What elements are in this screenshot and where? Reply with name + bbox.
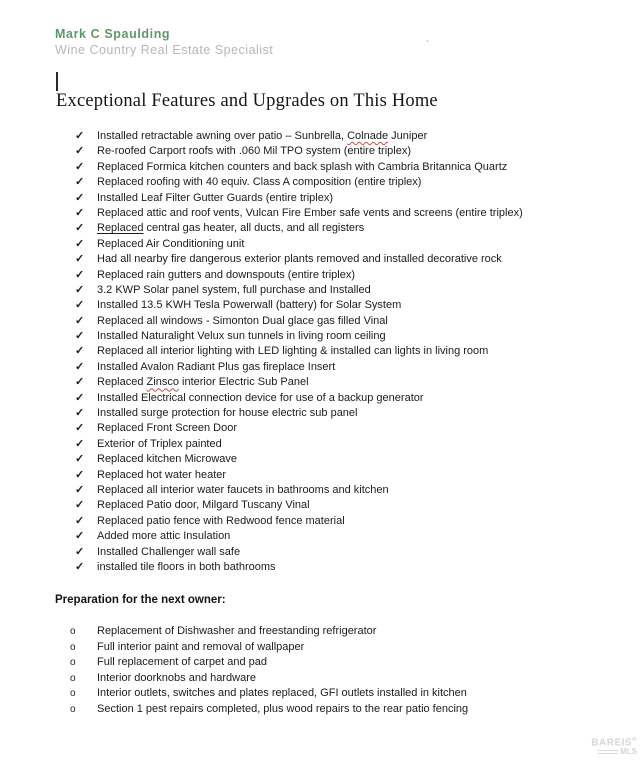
checklist-item bbox=[75, 144, 635, 159]
prep-item-text: Section 1 pest repairs completed, plus wood repairs to the rear patio fencing bbox=[97, 702, 469, 715]
checklist-item bbox=[75, 160, 635, 175]
watermark-line1: BAREIS® bbox=[591, 737, 637, 749]
checklist-item bbox=[75, 375, 635, 390]
checklist-item-text: Replaced Patio door, Milgard Tuscany Vinal bbox=[97, 499, 310, 512]
checkmark-icon: ✓ bbox=[75, 330, 85, 343]
checklist-item bbox=[75, 314, 635, 329]
checklist-item bbox=[75, 298, 635, 313]
checklist-item-text: 3.2 KWP Solar panel system, full purchase and Installed bbox=[97, 283, 371, 296]
checklist-item-text: Replaced Air Conditioning unit bbox=[97, 237, 245, 250]
checklist-item-text: Replaced patio fence with Redwood fence material bbox=[97, 514, 345, 527]
checklist-item bbox=[75, 206, 635, 221]
prep-list-item bbox=[70, 702, 630, 718]
checklist-item-text: installed tile floors in both bathrooms bbox=[97, 560, 276, 573]
checklist-item-text: Installed Avalon Radiant Plus gas fireplace Insert bbox=[97, 360, 336, 373]
checklist-item-text: Replaced rain gutters and downspouts (entire triplex) bbox=[97, 268, 356, 281]
checklist-item bbox=[75, 437, 635, 452]
checkmark-icon: ✓ bbox=[75, 545, 85, 558]
checklist-item-text: Replaced Front Screen Door bbox=[97, 422, 238, 435]
prep-list-item bbox=[70, 655, 630, 671]
prep-list-item bbox=[70, 640, 630, 656]
checklist-item bbox=[75, 252, 635, 267]
checkmark-icon: ✓ bbox=[75, 283, 85, 296]
checklist-item-text: Re-roofed Carport roofs with .060 Mil TPO system (entire triplex) bbox=[97, 145, 412, 158]
checklist-item bbox=[75, 468, 635, 483]
checkmark-icon: ✓ bbox=[75, 453, 85, 466]
checklist-item-text: Installed Challenger wall safe bbox=[97, 545, 241, 558]
circle-bullet: o bbox=[70, 626, 76, 637]
checklist-item bbox=[75, 191, 635, 206]
checklist-item-text: Installed Naturalight Velux sun tunnels in living room ceiling bbox=[97, 330, 386, 343]
checklist-item-text: Replaced all windows - Simonton Dual glace gas filled Vinal bbox=[97, 314, 388, 327]
prep-item-text: Interior doorknobs and hardware bbox=[97, 671, 256, 684]
checklist-item bbox=[75, 175, 635, 190]
text-cursor bbox=[56, 72, 58, 91]
checkmark-icon: ✓ bbox=[75, 176, 85, 189]
page-title: Exceptional Features and Upgrades on This Home bbox=[56, 91, 438, 111]
circle-bullet: o bbox=[70, 641, 76, 653]
checkmark-icon: ✓ bbox=[75, 530, 85, 543]
watermark-stripes-icon bbox=[598, 750, 618, 756]
checkmark-icon: ✓ bbox=[75, 130, 85, 142]
prep-list-item bbox=[70, 686, 630, 702]
checklist-item bbox=[75, 560, 635, 575]
checkmark-icon: ✓ bbox=[75, 499, 85, 512]
checklist-item bbox=[75, 344, 635, 359]
watermark-line2: MLS bbox=[591, 748, 637, 757]
checkmark-icon: ✓ bbox=[75, 560, 85, 573]
checklist-item-text: Installed retractable awning over patio – Sunbrella, Colnade Juniper bbox=[97, 130, 428, 142]
agent-name: Mark C Spaulding bbox=[55, 27, 171, 41]
checkmark-icon: ✓ bbox=[75, 160, 85, 173]
checklist-item-text: Replaced roofing with 40 equiv. Class A composition (entire triplex) bbox=[97, 176, 422, 189]
checklist-item-text: Replaced all interior water faucets in bathrooms and kitchen bbox=[97, 483, 389, 496]
checklist-item bbox=[75, 406, 635, 421]
checkmark-icon: ✓ bbox=[75, 314, 85, 327]
features-checklist bbox=[75, 129, 635, 575]
checklist-item bbox=[75, 498, 635, 513]
checkmark-icon: ✓ bbox=[75, 253, 85, 266]
checklist-item bbox=[75, 529, 635, 544]
checkmark-icon: ✓ bbox=[75, 145, 85, 158]
checklist-item-text: Replaced all interior lighting with LED lighting & installed can lights in living room bbox=[97, 345, 489, 358]
checklist-item-text: Installed 13.5 KWH Tesla Powerwall (battery) for Solar System bbox=[97, 299, 402, 312]
checkmark-icon: ✓ bbox=[75, 360, 85, 373]
checkmark-icon: ✓ bbox=[75, 191, 85, 204]
checklist-item bbox=[75, 129, 635, 144]
circle-bullet: o bbox=[70, 688, 76, 699]
checklist-item bbox=[75, 391, 635, 406]
checkmark-icon: ✓ bbox=[75, 299, 85, 312]
checkmark-icon: ✓ bbox=[75, 468, 85, 481]
checklist-item bbox=[75, 483, 635, 498]
checklist-item-text: Replaced attic and roof vents, Vulcan Fire Ember safe vents and screens (entire triplex) bbox=[97, 206, 523, 219]
checklist-item bbox=[75, 421, 635, 436]
prep-list bbox=[70, 624, 630, 717]
agent-tagline: Wine Country Real Estate Specialist bbox=[55, 43, 274, 57]
checklist-item-text: Replaced Formica kitchen counters and back splash with Cambria Britannica Quartz bbox=[97, 160, 508, 173]
checklist-item bbox=[75, 360, 635, 375]
checklist-item bbox=[75, 237, 635, 252]
checklist-item-text: Exterior of Triplex painted bbox=[97, 437, 222, 450]
stray-mark: ` bbox=[426, 40, 430, 51]
checkmark-icon: ✓ bbox=[75, 345, 85, 358]
prep-item-text: Replacement of Dishwasher and freestanding refrigerator bbox=[97, 625, 377, 637]
prep-item-text: Full replacement of carpet and pad bbox=[97, 656, 267, 668]
checklist-item-text: Had all nearby fire dangerous exterior plants removed and installed decorative rock bbox=[97, 253, 502, 266]
checkmark-icon: ✓ bbox=[75, 268, 85, 281]
checkmark-icon: ✓ bbox=[75, 376, 85, 389]
checklist-item bbox=[75, 283, 635, 298]
prep-list-item bbox=[70, 671, 630, 687]
checklist-item-text: Added more attic Insulation bbox=[97, 530, 231, 543]
circle-bullet: o bbox=[70, 672, 76, 684]
prep-item-text: Interior outlets, switches and plates replaced, GFI outlets installed in kitchen bbox=[97, 687, 467, 699]
checklist-item bbox=[75, 221, 635, 236]
checklist-item-text: Replaced central gas heater, all ducts, and all registers bbox=[97, 222, 365, 235]
checklist-item-text: Installed surge protection for house electric sub panel bbox=[97, 407, 358, 420]
checklist-item-text: Replaced Zinsco interior Electric Sub Panel bbox=[97, 376, 309, 389]
checkmark-icon: ✓ bbox=[75, 422, 85, 435]
prep-item-text: Full interior paint and removal of wallpaper bbox=[97, 640, 305, 653]
checkmark-icon: ✓ bbox=[75, 391, 85, 404]
registered-mark: ® bbox=[632, 737, 637, 743]
checkmark-icon: ✓ bbox=[75, 483, 85, 496]
bareis-mls-watermark bbox=[591, 737, 637, 757]
prep-heading: Preparation for the next owner: bbox=[55, 594, 226, 606]
circle-bullet: o bbox=[70, 703, 76, 715]
prep-list-item bbox=[70, 624, 630, 640]
checklist-item bbox=[75, 329, 635, 344]
checklist-item-text: Installed Electrical connection device for use of a backup generator bbox=[97, 391, 424, 404]
checkmark-icon: ✓ bbox=[75, 514, 85, 527]
checkmark-icon: ✓ bbox=[75, 407, 85, 420]
checkmark-icon: ✓ bbox=[75, 437, 85, 450]
checkmark-icon: ✓ bbox=[75, 237, 85, 250]
checklist-item bbox=[75, 545, 635, 560]
checklist-item bbox=[75, 514, 635, 529]
checklist-item bbox=[75, 268, 635, 283]
checkmark-icon: ✓ bbox=[75, 206, 85, 219]
checkmark-icon: ✓ bbox=[75, 222, 85, 235]
checklist-item bbox=[75, 452, 635, 467]
circle-bullet: o bbox=[70, 657, 76, 668]
checklist-item-text: Replaced kitchen Microwave bbox=[97, 453, 238, 466]
checklist-item-text: Replaced hot water heater bbox=[97, 468, 227, 481]
checklist-item-text: Installed Leaf Filter Gutter Guards (entire triplex) bbox=[97, 191, 333, 204]
